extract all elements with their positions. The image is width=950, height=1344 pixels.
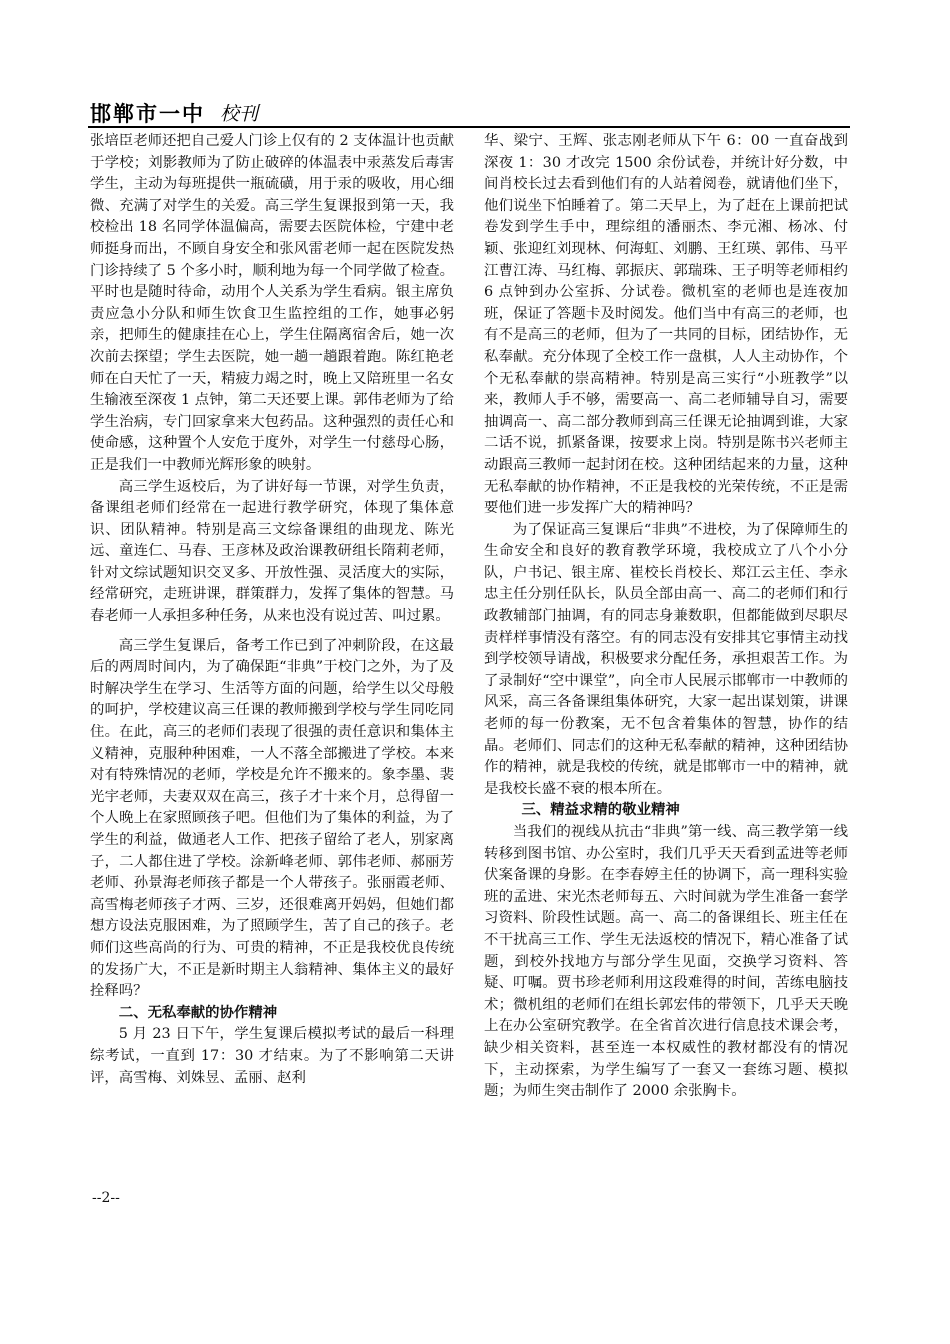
paragraph: 5 月 23 日下午，学生复课后模拟考试的最后一科理综考试，一直到 17：30 才结束。为了不影响第二天讲评，高雪梅、刘姝昱、孟丽、赵利 <box>90 1026 454 1086</box>
paragraph-gap <box>90 628 454 636</box>
masthead <box>88 96 850 128</box>
right-column <box>484 131 848 1103</box>
section-heading-2: 二、无私奉献的协作精神 <box>118 1004 278 1021</box>
paragraph: 为了保证高三复课后“非典”不进校，为了保障师生的生命安全和良好的教育教学环境，我校成立了八个小分队，户书记、银主席、崔校长肖校长、郑江云主任、李永忠主任分别任队长，队员全部由高一、高二的老师们和行政教辅部门抽调，有的同志身兼数职，但都能做到尽职尽责样样事情没有落空。有的同志没有安排其它事情主动找到学校领导请战，积极要求分配任务，承担艰苦工作。为了录制好“空中课堂”，向全市人民展示邯郸市一中教师的风采，高三各备课组集体研究，大家一起出谋划策，讲课老师的每一份教案，无不包含着集体的智慧，协作的结晶。老师们、同志们的这种无私奉献的精神，这种团结协作的精神，就是我校的传统，就是邯郸市一中的精神，就是我校长盛不衰的根本所在。 <box>484 521 848 797</box>
masthead-brand: 邯郸市一中 <box>90 102 205 126</box>
masthead-subtitle: 校刊 <box>220 103 259 125</box>
paragraph: 张培臣老师还把自己爱人门诊上仅有的 2 支体温计也贡献于学校；刘影教师为了防止破碎的体温表中汞蒸发后毒害学生，主动为每班提供一瓶硫磺，用于汞的吸收，用心细微、充满了对学生的关爱。高三学生复课报到第一天，我校检出 18 名同学体温偏高，需要去医院体检，宁建中老师挺身而出，不顾自身安全和张风雷老师一起在医院发热门诊持续了 5 个多小时，顺利地为每一个同学做了检查。平时也是随时待命，动用个人关系为学生看病。银主席负责应急小分队和师生饮食卫生监控组的工作，她事必躬亲，把师生的健康挂在心上，学生住隔离宿舍后，她一次次前去探望；学生去医院，她一趟一趟跟着跑。陈红艳老师在白天忙了一天，精疲力竭之时，晚上又陪班里一名女生输液至深夜 1 点钟，第二天还要上课。郭伟老师为了给学生治病，专门回家拿来大包药品。这种强烈的责任心和使命感，这种置个人安危于度外，对学生一付慈母心肠，正是我们一中教师光辉形象的映射。 <box>90 133 454 473</box>
section-heading-3: 三、精益求精的敬业精神 <box>521 802 680 819</box>
paragraph: 高三学生复课后，备考工作已到了冲刺阶段，在这最后的两周时间内，为了确保距“非典”于校门之外，为了及时解决学生在学习、生活等方面的问题，给学生以父母般的呵护，学校建议高三任课的教师搬到学校与学生同吃同住。在此，高三的老师们表现了很强的责任意识和集体主义精神，克服种种困难，一人不落全部搬进了学校。本来对有特殊情况的老师，学校是允许不搬来的。象李墨、裴光宇老师，夫妻双双在高三，孩子才十来个月，总得留一个人晚上在家照顾孩子吧。但他们为了集体的利益，为了学生的利益，做通老人工作、把孩子留给了老人，别家离子，二人都住进了学校。涂新峰老师、郭伟老师、郝丽芳老师、孙景海老师孩子都是一个人带孩子。张丽霞老师、高雪梅老师孩子才两、三岁，还很难离开妈妈，但她们都想方设法克服困难，为了照顾学生，苦了自己的孩子。老师们这些高尚的行为、可贵的精神，不正是我校优良传统的发扬广大，不正是新时期主人翁精神、集体主义的最好拴释吗？ <box>90 637 454 1000</box>
paragraph: 当我们的视线从抗击“非典”第一线、高三教学第一线转移到图书馆、办公室时，我们几乎天天看到孟进等老师伏案备课的身影。在李春婷主任的协调下，高一理科实验班的孟进、宋光杰老师每五、六时间就为学生准备一套学习资料、阶段性试题。高一、高二的备课组长、班主任在不干扰高三工作、学生无法返校的情况下，精心准备了试题，到校外找地方与部分学生见面，交换学习资料、答疑、叮嘱。贾书珍老师利用这段难得的时间，苦练电脑技术；微机组的老师们在组长郭宏伟的带领下，几乎天天晚上在办公室研究教学。在全省首次进行信息技术课会考，缺少相关资料，甚至连一本权威性的教材都没有的情况下，主动探索，为学生编写了一套又一套练习题、模拟题；为师生突击制作了 2000 余张胸卡。 <box>484 824 848 1100</box>
paragraph: 高三学生返校后，为了讲好每一节课，对学生负责，备课组老师们经常在一起进行教学研究，体现了集体意识、团队精神。特别是高三文综备课组的曲现龙、陈光远、童连仁、马春、王彦林及政治课教研组长隋莉老师，针对文综试题知识交叉多、开放性强、灵活度大的实际，经常研究，走班讲课，群策群力，发挥了集体的智慧。马春老师一人承担多种任务，从来也没有说过苦、叫过累。 <box>90 478 454 625</box>
left-column <box>90 131 454 1089</box>
page-number: --2-- <box>92 1190 120 1206</box>
paragraph: 华、梁宁、王辉、张志刚老师从下午 6：00 一直奋战到深夜 1：30 才改完 1500 余份试卷，并统计好分数，中间肖校长过去看到他们有的人站着阅卷，就请他们坐下，他们说坐下怕睡着了。第二天早上，为了赶在上课前把试卷发到学生手中，理综组的潘丽杰、李元湘、杨冰、付颖、张迎红刘现林、何海虹、刘鹏、王红瑛、郭伟、马平江曹江涛、马红梅、郭振庆、郭瑞珠、王子明等老师相约 6 点钟到办公室拆、分试卷。微机室的老师也是连夜加班，保证了答题卡及时阅发。他们当中有高三的老师，也有不是高三的老师，但为了一共同的目标，团结协作，无私奉献。充分体现了全校工作一盘棋，人人主动协作，个个无私奉献的崇高精神。特别是高三实行“小班教学”以来，教师人手不够，需要高一、高二老师辅导自习，需要抽调高一、高二部分教师到高三任课无论抽调到谁，大家二话不说，抓紧备课，按要求上岗。特别是陈书兴老师主动跟高三教师一起封闭在校。这种团结起来的力量，这种无私奉献的协作精神，不正是我校的光荣传统，不正是需要他们进一步发挥广大的精神吗？ <box>484 133 848 517</box>
header-rule <box>88 126 850 128</box>
